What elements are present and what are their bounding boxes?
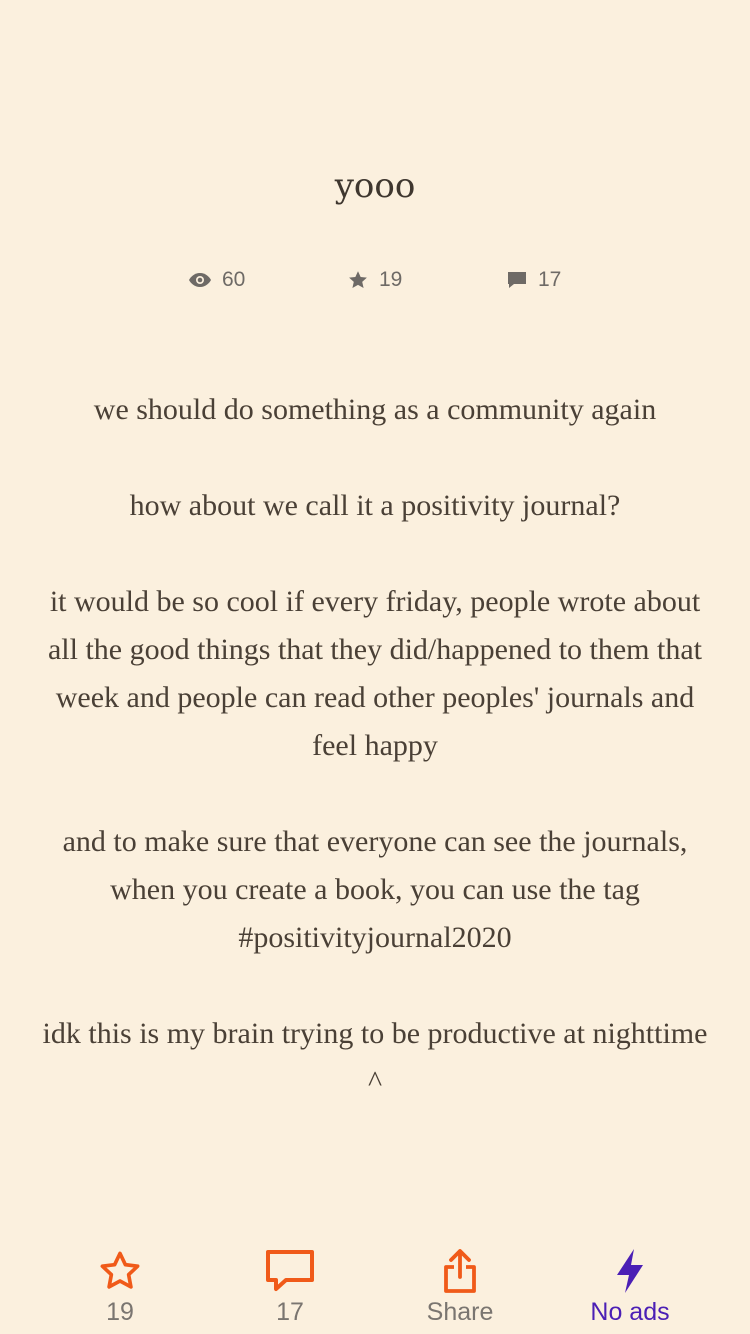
votes-stat bbox=[347, 268, 402, 292]
speech-bubble-icon bbox=[264, 1248, 316, 1294]
vote-count-label: 19 bbox=[106, 1298, 134, 1326]
share-icon bbox=[442, 1247, 478, 1295]
comment-icon bbox=[506, 270, 528, 290]
lightning-icon bbox=[613, 1247, 647, 1295]
vote-button[interactable] bbox=[35, 1240, 205, 1334]
eye-icon bbox=[188, 272, 212, 288]
comments-count: 17 bbox=[538, 268, 562, 291]
comments-stat bbox=[506, 268, 561, 292]
star-outline-icon bbox=[97, 1248, 143, 1294]
story-stats bbox=[0, 268, 750, 302]
bottom-action-bar bbox=[0, 1240, 750, 1334]
comment-button[interactable] bbox=[205, 1240, 375, 1334]
no-ads-label: No ads bbox=[590, 1298, 670, 1326]
views-stat bbox=[188, 268, 245, 292]
story-body bbox=[40, 386, 710, 1154]
share-label: Share bbox=[426, 1298, 494, 1326]
comment-count-label: 17 bbox=[276, 1298, 304, 1326]
views-count: 60 bbox=[222, 268, 246, 291]
story-title: yooo bbox=[334, 166, 416, 206]
story-paragraph: how about we call it a positivity journal? bbox=[129, 489, 621, 522]
story-paragraph: idk this is my brain trying to be productive at nighttime ^ bbox=[42, 1017, 708, 1098]
story-paragraph: and to make sure that everyone can see the journals, when you create a book, you can use the tag #positivityjournal2020 bbox=[62, 825, 688, 954]
no-ads-button[interactable] bbox=[545, 1240, 715, 1334]
story-paragraph: we should do something as a community again bbox=[93, 393, 657, 426]
star-icon bbox=[347, 269, 369, 291]
story-paragraph: it would be so cool if every friday, people wrote about all the good things that they did/happened to them that week and people can read other peoples' journals and feel happy bbox=[47, 585, 703, 762]
votes-count: 19 bbox=[379, 268, 403, 291]
share-button[interactable] bbox=[375, 1240, 545, 1334]
